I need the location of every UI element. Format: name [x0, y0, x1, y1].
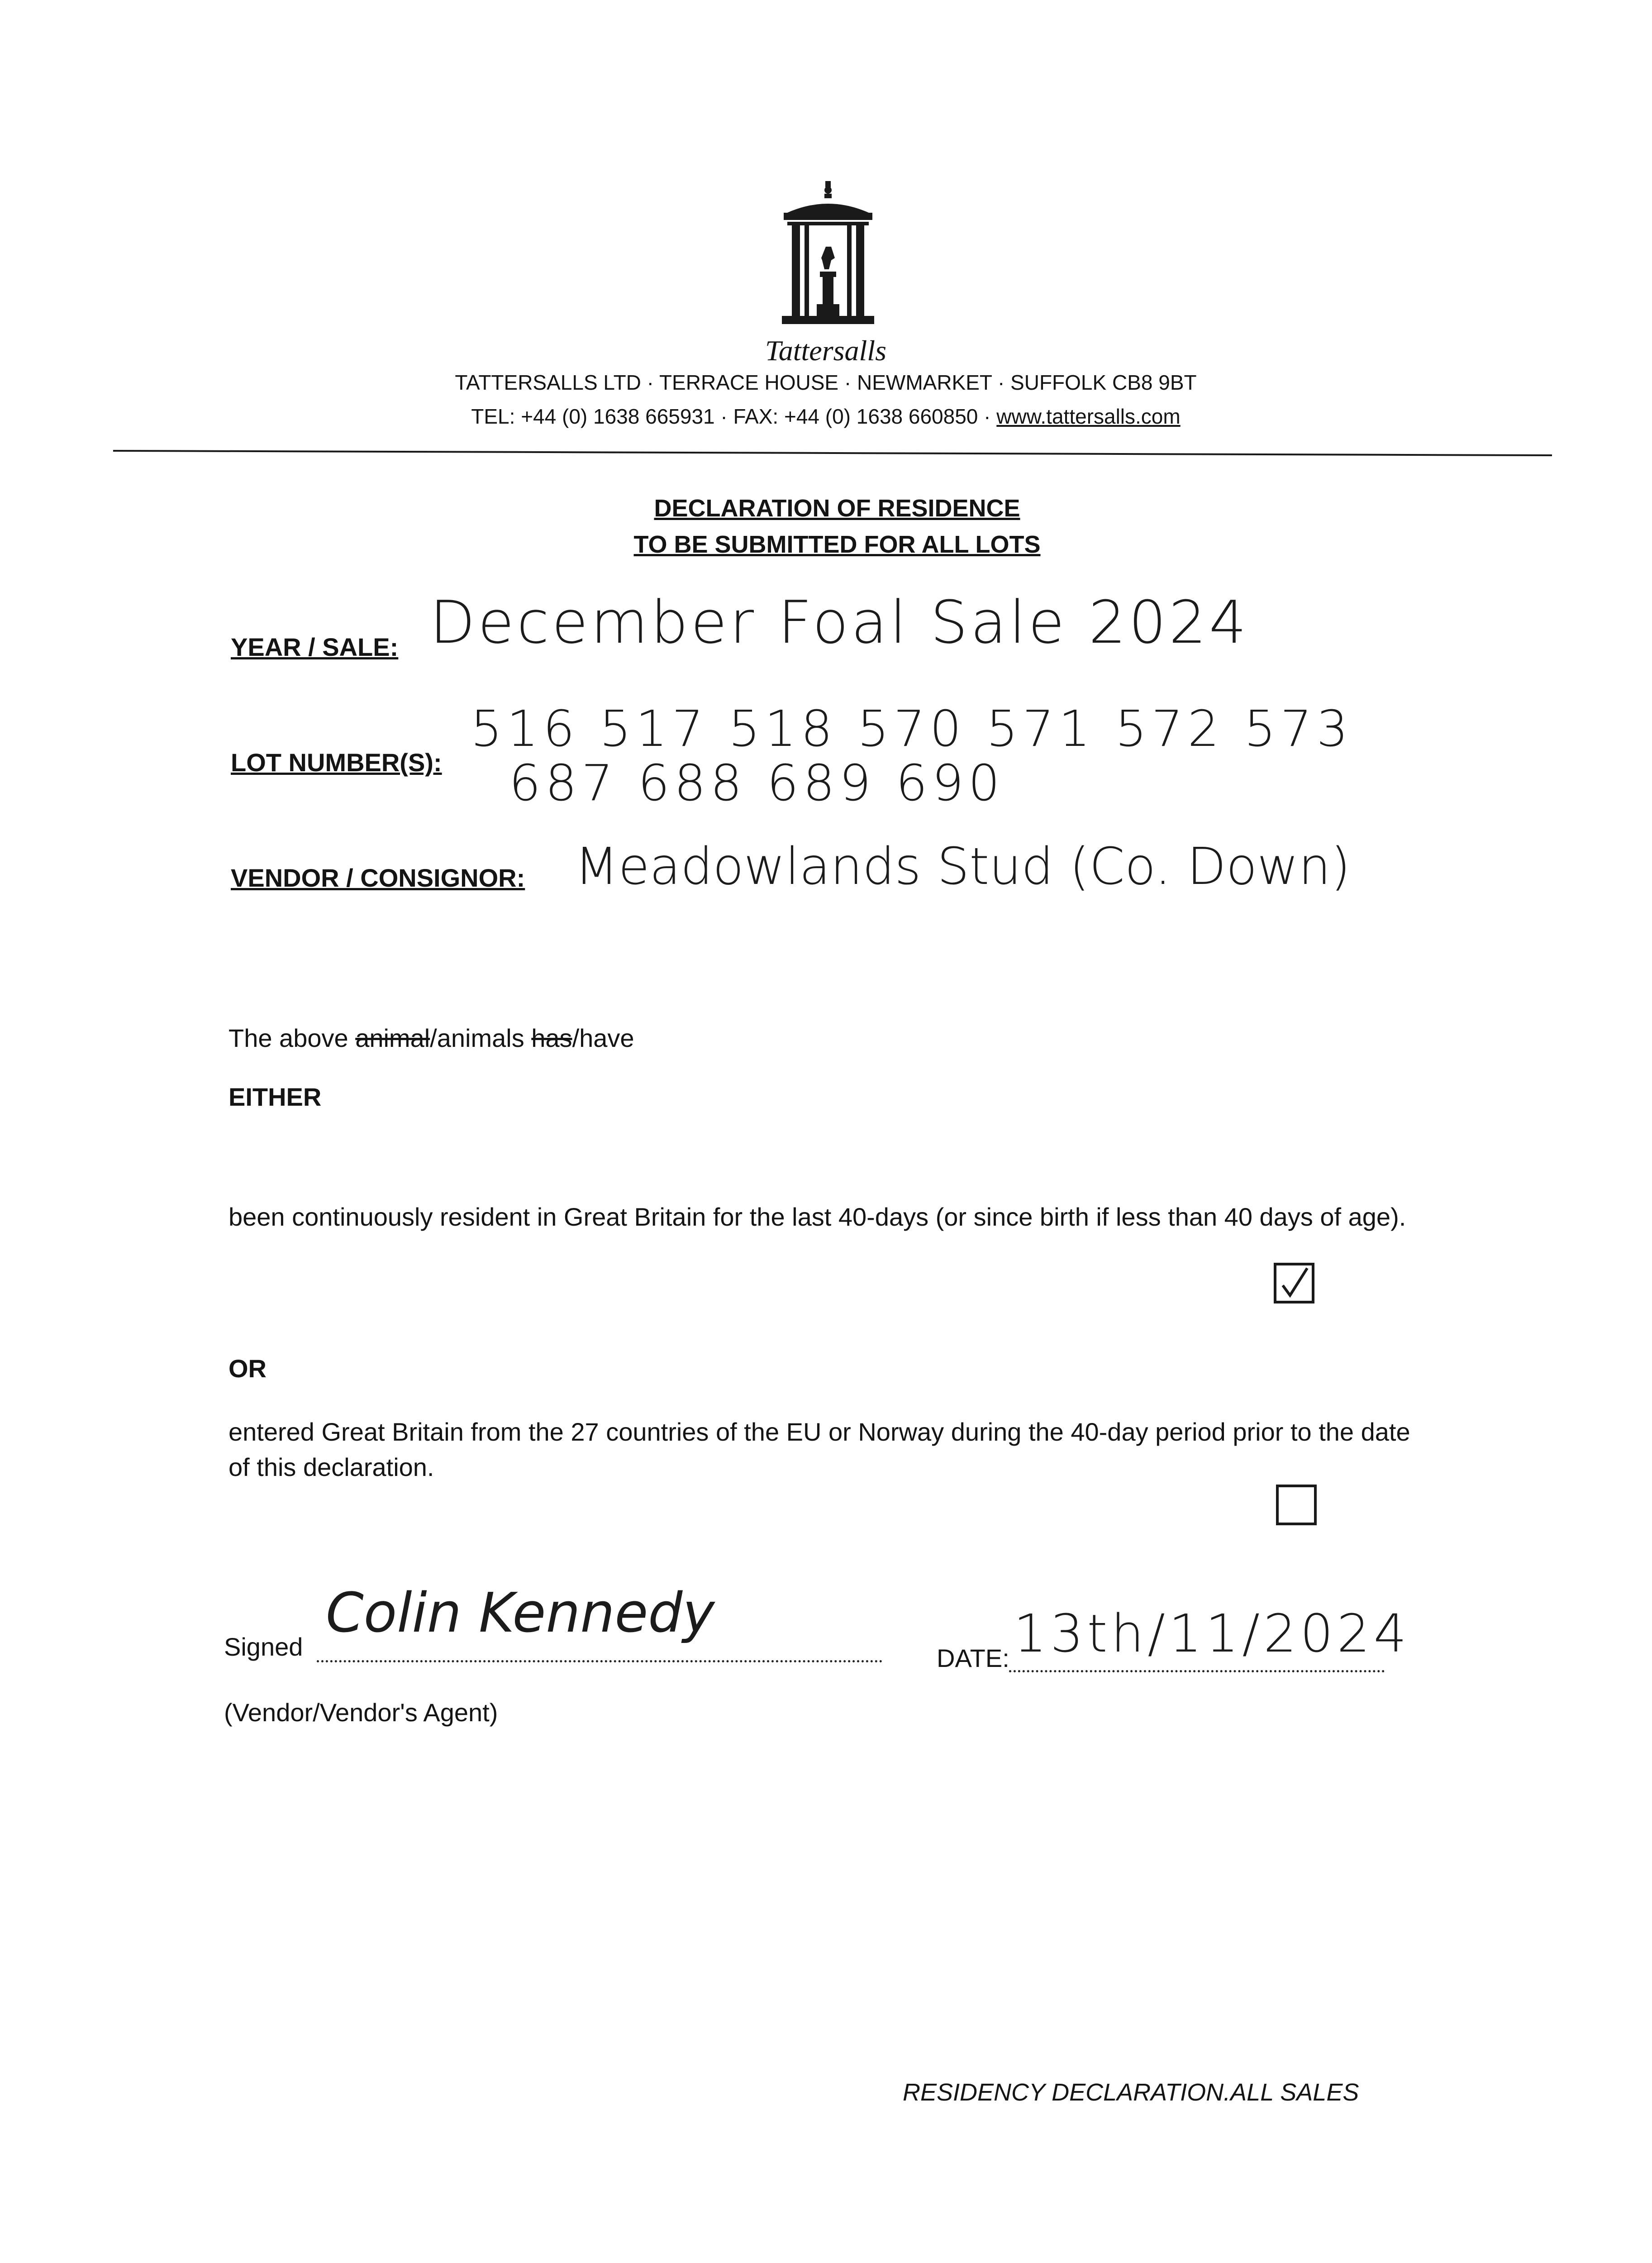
option2-text: entered Great Britain from the 27 countries of the EU or Norway during the 40-day period prior to the date of this declaration. — [229, 1418, 1410, 1481]
either-label: EITHER — [229, 1083, 322, 1111]
date-line — [1009, 1670, 1385, 1672]
tattersalls-logo — [769, 181, 887, 330]
lot-numbers-label: LOT NUMBER(S): — [231, 748, 442, 777]
signed-label: Signed — [224, 1633, 303, 1661]
intro-suffix: /have — [572, 1024, 634, 1052]
form-code: RESIDENCY DECLARATION.ALL SALES — [903, 2079, 1359, 2106]
option2-checkbox[interactable] — [1276, 1485, 1317, 1525]
website-link[interactable]: www.tattersalls.com — [996, 405, 1181, 428]
contact-numbers: TEL: +44 (0) 1638 665931 · FAX: +44 (0) 1638 660850 · — [471, 405, 997, 428]
company-address: TATTERSALLS LTD · TERRACE HOUSE · NEWMARKET · SUFFOLK CB8 9BT — [455, 371, 1197, 394]
header-divider — [113, 450, 1552, 456]
statement-intro — [229, 1021, 634, 1056]
company-contact — [362, 403, 1290, 430]
brand-name: Tattersalls — [765, 334, 886, 367]
year-sale-label: YEAR / SALE: — [231, 633, 399, 661]
intro-prefix: The above — [229, 1024, 356, 1052]
form-subtitle: TO BE SUBMITTED FOR ALL LOTS — [633, 531, 1041, 558]
signer-name: Colin Kennedy — [326, 1582, 715, 1645]
date-value: 13th/11/2024 — [1014, 1604, 1410, 1664]
vendor-value: Meadowlands Stud (Co. Down) — [575, 837, 1351, 896]
vendor-label: VENDOR / CONSIGNOR: — [231, 864, 525, 892]
option1-checkbox[interactable] — [1274, 1263, 1314, 1303]
option1-text: been continuously resident in Great Britain for the last 40-days (or since birth if less than 40 days of age). — [229, 1203, 1406, 1231]
intro-struck-has: has — [531, 1024, 572, 1052]
or-label: OR — [229, 1354, 267, 1383]
signature-line — [317, 1660, 882, 1662]
form-title: DECLARATION OF RESIDENCE — [654, 495, 1020, 522]
checkmark-icon — [1276, 1265, 1312, 1301]
year-sale-value: December Foal Sale 2024 — [430, 588, 1249, 657]
intro-struck-animal: animal — [355, 1024, 430, 1052]
lot-numbers-line1: 516 517 518 570 571 572 573 — [471, 700, 1353, 758]
lot-numbers-line2: 687 688 689 690 — [509, 754, 1005, 812]
signer-role: (Vendor/Vendor's Agent) — [224, 1698, 498, 1727]
date-label: DATE: — [937, 1644, 1009, 1672]
intro-middle: /animals — [430, 1024, 532, 1052]
